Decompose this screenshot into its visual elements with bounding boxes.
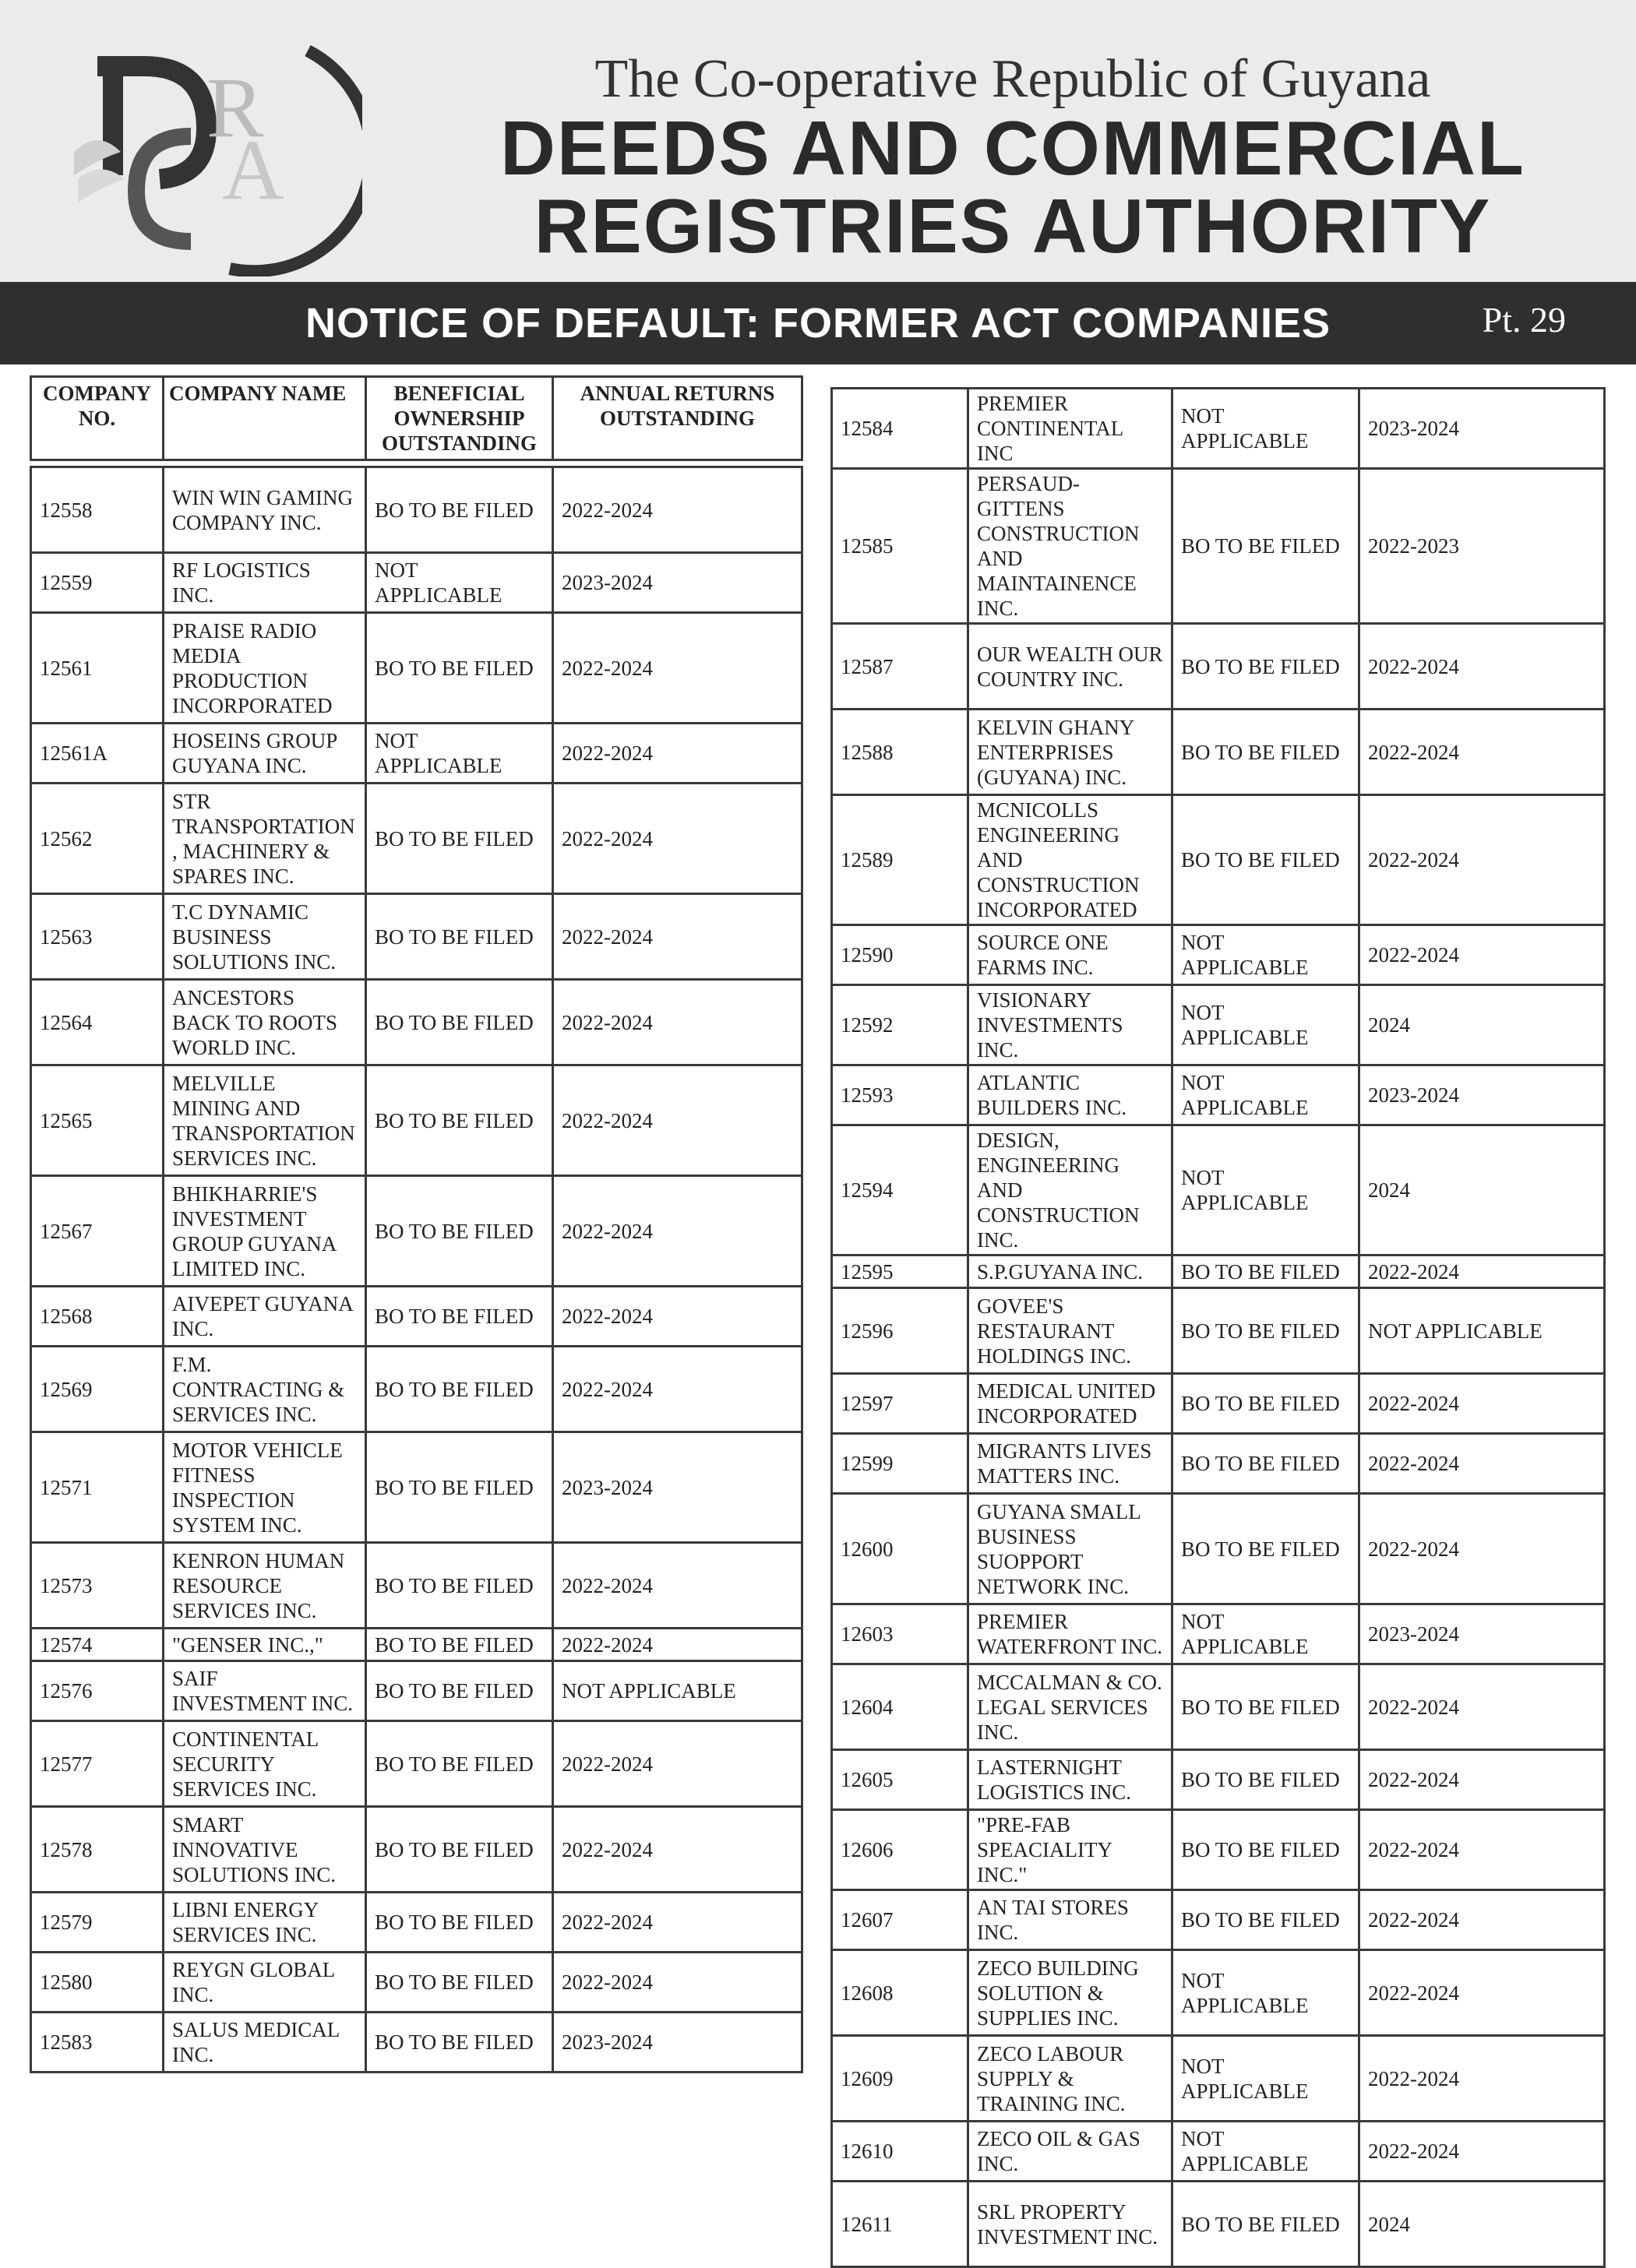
republic-heading: The Co-operative Republic of Guyana <box>594 49 1431 109</box>
annual-returns-cell: 2022-2024 <box>553 1629 802 1661</box>
company-name-cell: SRL PROPERTY INVESTMENT INC. <box>968 2182 1172 2267</box>
company-no-cell: 12561A <box>31 724 164 784</box>
table-row <box>832 2122 1605 2182</box>
company-no-cell: 12588 <box>832 710 968 795</box>
company-no-cell: 12578 <box>31 1807 164 1893</box>
company-name-cell: SAIF INVESTMENT INC. <box>164 1661 366 1721</box>
company-name-cell: "PRE-FAB SPEACIALITY INC." <box>968 1810 1172 1890</box>
annual-returns-cell: 2022-2024 <box>1359 1810 1605 1890</box>
company-no-cell: 12590 <box>832 925 968 985</box>
company-no-cell: 12562 <box>31 784 164 894</box>
company-name-cell: DESIGN, ENGINEERING AND CONSTRUCTION INC. <box>968 1125 1172 1256</box>
beneficial-ownership-cell: NOT APPLICABLE <box>1172 1950 1359 2036</box>
company-no-cell: 12593 <box>832 1065 968 1125</box>
annual-returns-cell: 2022-2024 <box>1359 710 1605 795</box>
company-no-cell: 12574 <box>31 1629 164 1661</box>
annual-returns-cell: 2022-2024 <box>553 1953 802 2013</box>
annual-returns-cell: 2022-2024 <box>1359 1494 1605 1604</box>
header-beneficial-ownership: BENEFICIAL OWNERSHIP OUTSTANDING <box>366 377 553 460</box>
beneficial-ownership-cell: BO TO BE FILED <box>1172 1288 1359 1374</box>
beneficial-ownership-cell: BO TO BE FILED <box>1172 2182 1359 2267</box>
company-no-cell: 12558 <box>31 467 164 553</box>
company-name-cell: SALUS MEDICAL INC. <box>164 2013 366 2073</box>
table-row <box>832 1256 1605 1288</box>
table-row <box>31 467 802 553</box>
company-name-cell: KELVIN GHANY ENTERPRISES (GUYANA) INC. <box>968 710 1172 795</box>
authority-title <box>436 105 1589 269</box>
annual-returns-cell: 2023-2024 <box>1359 389 1605 469</box>
company-no-cell: 12592 <box>832 985 968 1065</box>
beneficial-ownership-cell: BO TO BE FILED <box>1172 1664 1359 1750</box>
annual-returns-cell: 2022-2024 <box>1359 2122 1605 2182</box>
company-no-cell: 12611 <box>832 2182 968 2267</box>
company-no-cell: 12585 <box>832 469 968 624</box>
company-name-cell: MEDICAL UNITED INCORPORATED <box>968 1374 1172 1434</box>
company-name-cell: S.P.GUYANA INC. <box>968 1256 1172 1288</box>
beneficial-ownership-cell: NOT APPLICABLE <box>366 724 553 784</box>
company-no-cell: 12607 <box>832 1890 968 1950</box>
table-row <box>31 784 802 894</box>
annual-returns-cell: 2022-2024 <box>553 1176 802 1287</box>
annual-returns-cell: 2022-2024 <box>553 724 802 784</box>
company-no-cell: 12568 <box>31 1287 164 1347</box>
company-name-cell: MIGRANTS LIVES MATTERS INC. <box>968 1434 1172 1494</box>
annual-returns-cell: 2023-2024 <box>553 2013 802 2073</box>
beneficial-ownership-cell: NOT APPLICABLE <box>1172 1604 1359 1664</box>
table-row <box>31 1347 802 1432</box>
table-row <box>31 1661 802 1721</box>
annual-returns-cell: 2022-2024 <box>553 1287 802 1347</box>
company-name-cell: T.C DYNAMIC BUSINESS SOLUTIONS INC. <box>164 894 366 980</box>
table-row <box>832 985 1605 1065</box>
table-row <box>832 1950 1605 2036</box>
company-name-cell: LIBNI ENERGY SERVICES INC. <box>164 1893 366 1953</box>
beneficial-ownership-cell: BO TO BE FILED <box>1172 795 1359 925</box>
company-name-cell: MCNICOLLS ENGINEERING AND CONSTRUCTION INCORPORATED <box>968 795 1172 925</box>
table-row <box>31 1953 802 2013</box>
annual-returns-cell: NOT APPLICABLE <box>553 1661 802 1721</box>
company-name-cell: MOTOR VEHICLE FITNESS INSPECTION SYSTEM INC. <box>164 1432 366 1543</box>
table-row <box>31 724 802 784</box>
beneficial-ownership-cell: BO TO BE FILED <box>366 1065 553 1176</box>
beneficial-ownership-cell: BO TO BE FILED <box>366 784 553 894</box>
beneficial-ownership-cell: BO TO BE FILED <box>1172 1256 1359 1288</box>
table-row <box>832 2036 1605 2122</box>
company-no-cell: 12567 <box>31 1176 164 1287</box>
company-name-cell: AN TAI STORES INC. <box>968 1890 1172 1950</box>
company-no-cell: 12608 <box>832 1950 968 2036</box>
company-name-cell: PREMIER WATERFRONT INC. <box>968 1604 1172 1664</box>
company-no-cell: 12603 <box>832 1604 968 1664</box>
table-row <box>832 1810 1605 1890</box>
right-default-table <box>830 387 1606 2268</box>
company-name-cell: F.M. CONTRACTING & SERVICES INC. <box>164 1347 366 1432</box>
table-row <box>31 1543 802 1629</box>
company-no-cell: 12563 <box>31 894 164 980</box>
annual-returns-cell: 2023-2024 <box>1359 1065 1605 1125</box>
beneficial-ownership-cell: BO TO BE FILED <box>366 980 553 1065</box>
annual-returns-cell: 2022-2024 <box>1359 1374 1605 1434</box>
table-row <box>832 624 1605 710</box>
annual-returns-cell: 2022-2024 <box>1359 1664 1605 1750</box>
header-company-no: COMPANY NO. <box>31 377 164 460</box>
table-row <box>31 1065 802 1176</box>
beneficial-ownership-cell: NOT APPLICABLE <box>1172 1065 1359 1125</box>
table-header-row <box>31 377 802 460</box>
beneficial-ownership-cell: NOT APPLICABLE <box>1172 2122 1359 2182</box>
beneficial-ownership-cell: BO TO BE FILED <box>366 1721 553 1807</box>
annual-returns-cell: 2022-2024 <box>553 1807 802 1893</box>
annual-returns-cell: 2024 <box>1359 2182 1605 2267</box>
beneficial-ownership-cell: NOT APPLICABLE <box>1172 925 1359 985</box>
beneficial-ownership-cell: BO TO BE FILED <box>366 613 553 724</box>
table-row <box>31 2013 802 2073</box>
annual-returns-cell: 2022-2024 <box>1359 2036 1605 2122</box>
beneficial-ownership-cell: NOT APPLICABLE <box>1172 2036 1359 2122</box>
svg-text:A: A <box>222 122 284 217</box>
annual-returns-cell: 2022-2024 <box>553 1543 802 1629</box>
company-no-cell: 12564 <box>31 980 164 1065</box>
annual-returns-cell: 2022-2024 <box>553 894 802 980</box>
annual-returns-cell: 2022-2024 <box>553 1065 802 1176</box>
masthead <box>0 0 1636 282</box>
beneficial-ownership-cell: BO TO BE FILED <box>1172 1494 1359 1604</box>
beneficial-ownership-cell: NOT APPLICABLE <box>366 553 553 613</box>
annual-returns-cell: 2022-2024 <box>553 1893 802 1953</box>
annual-returns-cell: 2022-2024 <box>1359 1256 1605 1288</box>
company-name-cell: STR TRANSPORTATION, MACHINERY & SPARES INC. <box>164 784 366 894</box>
header-company-name: COMPANY NAME <box>164 377 366 460</box>
table-row <box>31 894 802 980</box>
beneficial-ownership-cell: BO TO BE FILED <box>366 894 553 980</box>
company-name-cell: ZECO BUILDING SOLUTION & SUPPLIES INC. <box>968 1950 1172 2036</box>
company-no-cell: 12587 <box>832 624 968 710</box>
company-name-cell: KENRON HUMAN RESOURCE SERVICES INC. <box>164 1543 366 1629</box>
company-no-cell: 12573 <box>31 1543 164 1629</box>
table-row <box>31 1176 802 1287</box>
company-name-cell: PREMIER CONTINENTAL INC <box>968 389 1172 469</box>
company-name-cell: RF LOGISTICS INC. <box>164 553 366 613</box>
company-no-cell: 12609 <box>832 2036 968 2122</box>
beneficial-ownership-cell: BO TO BE FILED <box>1172 1890 1359 1950</box>
company-name-cell: SMART INNOVATIVE SOLUTIONS INC. <box>164 1807 366 1893</box>
annual-returns-cell: 2022-2024 <box>1359 925 1605 985</box>
beneficial-ownership-cell: BO TO BE FILED <box>366 1347 553 1432</box>
company-name-cell: AIVEPET GUYANA INC. <box>164 1287 366 1347</box>
company-name-cell: PRAISE RADIO MEDIA PRODUCTION INCORPORATED <box>164 613 366 724</box>
notice-title: NOTICE OF DEFAULT: FORMER ACT COMPANIES <box>305 300 1331 347</box>
annual-returns-cell: 2022-2024 <box>1359 1434 1605 1494</box>
annual-returns-cell: 2022-2024 <box>553 1347 802 1432</box>
company-name-cell: "GENSER INC.," <box>164 1629 366 1661</box>
company-no-cell: 12599 <box>832 1434 968 1494</box>
company-no-cell: 12610 <box>832 2122 968 2182</box>
company-no-cell: 12595 <box>832 1256 968 1288</box>
beneficial-ownership-cell: BO TO BE FILED <box>366 1543 553 1629</box>
table-row <box>832 1288 1605 1374</box>
beneficial-ownership-cell: NOT APPLICABLE <box>1172 389 1359 469</box>
company-no-cell: 12594 <box>832 1125 968 1256</box>
company-no-cell: 12597 <box>832 1374 968 1434</box>
company-name-cell: GUYANA SMALL BUSINESS SUOPPORT NETWORK INC. <box>968 1494 1172 1604</box>
table-row <box>31 1807 802 1893</box>
table-row <box>31 1893 802 1953</box>
company-no-cell: 12606 <box>832 1810 968 1890</box>
company-no-cell: 12565 <box>31 1065 164 1176</box>
company-no-cell: 12604 <box>832 1664 968 1750</box>
company-no-cell: 12600 <box>832 1494 968 1604</box>
company-no-cell: 12580 <box>31 1953 164 2013</box>
company-no-cell: 12571 <box>31 1432 164 1543</box>
beneficial-ownership-cell: BO TO BE FILED <box>366 1629 553 1661</box>
company-no-cell: 12561 <box>31 613 164 724</box>
company-name-cell: ZECO OIL & GAS INC. <box>968 2122 1172 2182</box>
beneficial-ownership-cell: BO TO BE FILED <box>366 2013 553 2073</box>
table-row <box>31 1629 802 1661</box>
company-no-cell: 12576 <box>31 1661 164 1721</box>
authority-title-line1: DEEDS AND COMMERCIAL <box>500 105 1525 191</box>
beneficial-ownership-cell: BO TO BE FILED <box>1172 1750 1359 1810</box>
company-name-cell: SOURCE ONE FARMS INC. <box>968 925 1172 985</box>
beneficial-ownership-cell: BO TO BE FILED <box>366 467 553 553</box>
beneficial-ownership-cell: BO TO BE FILED <box>366 1661 553 1721</box>
company-no-cell: 12559 <box>31 553 164 613</box>
annual-returns-cell: 2022-2023 <box>1359 469 1605 624</box>
beneficial-ownership-cell: BO TO BE FILED <box>366 1432 553 1543</box>
annual-returns-cell: 2022-2024 <box>553 784 802 894</box>
table-row <box>832 1890 1605 1950</box>
annual-returns-cell: 2022-2024 <box>1359 1890 1605 1950</box>
beneficial-ownership-cell: BO TO BE FILED <box>366 1807 553 1893</box>
table-row <box>832 710 1605 795</box>
table-row <box>31 613 802 724</box>
beneficial-ownership-cell: BO TO BE FILED <box>1172 710 1359 795</box>
company-name-cell: ZECO LABOUR SUPPLY & TRAINING INC. <box>968 2036 1172 2122</box>
table-row <box>31 553 802 613</box>
table-row <box>31 1287 802 1347</box>
annual-returns-cell: 2022-2024 <box>1359 624 1605 710</box>
beneficial-ownership-cell: NOT APPLICABLE <box>1172 1125 1359 1256</box>
company-name-cell: LASTERNIGHT LOGISTICS INC. <box>968 1750 1172 1810</box>
company-name-cell: VISIONARY INVESTMENTS INC. <box>968 985 1172 1065</box>
svg-text:R: R <box>206 60 264 155</box>
company-no-cell: 12569 <box>31 1347 164 1432</box>
company-name-cell: CONTINENTAL SECURITY SERVICES INC. <box>164 1721 366 1807</box>
company-name-cell: BHIKHARRIE'S INVESTMENT GROUP GUYANA LIMITED INC. <box>164 1176 366 1287</box>
annual-returns-cell: 2023-2024 <box>553 1432 802 1543</box>
annual-returns-cell: 2022-2024 <box>1359 795 1605 925</box>
table-row <box>832 1374 1605 1434</box>
annual-returns-cell: 2022-2024 <box>553 467 802 553</box>
company-no-cell: 12579 <box>31 1893 164 1953</box>
table-row <box>832 2182 1605 2267</box>
table-row <box>31 980 802 1065</box>
beneficial-ownership-cell: BO TO BE FILED <box>1172 624 1359 710</box>
annual-returns-cell: 2022-2024 <box>553 613 802 724</box>
company-no-cell: 12577 <box>31 1721 164 1807</box>
beneficial-ownership-cell: BO TO BE FILED <box>366 1176 553 1287</box>
table-row <box>832 795 1605 925</box>
table-row <box>832 1604 1605 1664</box>
company-no-cell: 12596 <box>832 1288 968 1374</box>
annual-returns-cell: 2024 <box>1359 1125 1605 1256</box>
beneficial-ownership-cell: BO TO BE FILED <box>1172 469 1359 624</box>
company-name-cell: REYGN GLOBAL INC. <box>164 1953 366 2013</box>
annual-returns-cell: 2023-2024 <box>553 553 802 613</box>
annual-returns-cell: 2022-2024 <box>553 1721 802 1807</box>
company-no-cell: 12605 <box>832 1750 968 1810</box>
table-row <box>832 1750 1605 1810</box>
company-no-cell: 12584 <box>832 389 968 469</box>
beneficial-ownership-cell: BO TO BE FILED <box>366 1953 553 2013</box>
table-row <box>31 1432 802 1543</box>
beneficial-ownership-cell: NOT APPLICABLE <box>1172 985 1359 1065</box>
company-no-cell: 12583 <box>31 2013 164 2073</box>
annual-returns-cell: 2022-2024 <box>1359 1750 1605 1810</box>
annual-returns-cell: 2022-2024 <box>1359 1950 1605 2036</box>
company-name-cell: WIN WIN GAMING COMPANY INC. <box>164 467 366 553</box>
authority-title-line2: REGISTRIES AUTHORITY <box>534 183 1492 269</box>
header-annual-returns: ANNUAL RETURNS OUTSTANDING <box>553 377 802 460</box>
company-name-cell: ANCESTORS BACK TO ROOTS WORLD INC. <box>164 980 366 1065</box>
company-name-cell: OUR WEALTH OUR COUNTRY INC. <box>968 624 1172 710</box>
annual-returns-cell: NOT APPLICABLE <box>1359 1288 1605 1374</box>
beneficial-ownership-cell: BO TO BE FILED <box>366 1287 553 1347</box>
dcra-logo-icon <box>74 43 362 276</box>
beneficial-ownership-cell: BO TO BE FILED <box>1172 1374 1359 1434</box>
company-name-cell: ATLANTIC BUILDERS INC. <box>968 1065 1172 1125</box>
table-row <box>31 1721 802 1807</box>
beneficial-ownership-cell: BO TO BE FILED <box>1172 1810 1359 1890</box>
company-no-cell: 12589 <box>832 795 968 925</box>
company-name-cell: MELVILLE MINING AND TRANSPORTATION SERVICES INC. <box>164 1065 366 1176</box>
table-row <box>832 389 1605 469</box>
table-row <box>832 1125 1605 1256</box>
table-row <box>832 1494 1605 1604</box>
company-name-cell: GOVEE'S RESTAURANT HOLDINGS INC. <box>968 1288 1172 1374</box>
part-number: Pt. 29 <box>1482 300 1566 340</box>
company-name-cell: HOSEINS GROUP GUYANA INC. <box>164 724 366 784</box>
annual-returns-cell: 2023-2024 <box>1359 1604 1605 1664</box>
table-row <box>832 1065 1605 1125</box>
table-row <box>832 1434 1605 1494</box>
company-name-cell: MCCALMAN & CO. LEGAL SERVICES INC. <box>968 1664 1172 1750</box>
table-row <box>832 1664 1605 1750</box>
beneficial-ownership-cell: BO TO BE FILED <box>366 1893 553 1953</box>
table-row <box>832 469 1605 624</box>
table-row <box>832 925 1605 985</box>
company-name-cell: PERSAUD-GITTENS CONSTRUCTION AND MAINTAINENCE INC. <box>968 469 1172 624</box>
beneficial-ownership-cell: BO TO BE FILED <box>1172 1434 1359 1494</box>
notice-band <box>0 282 1636 364</box>
annual-returns-cell: 2022-2024 <box>553 980 802 1065</box>
annual-returns-cell: 2024 <box>1359 985 1605 1065</box>
left-default-table <box>30 375 803 2073</box>
